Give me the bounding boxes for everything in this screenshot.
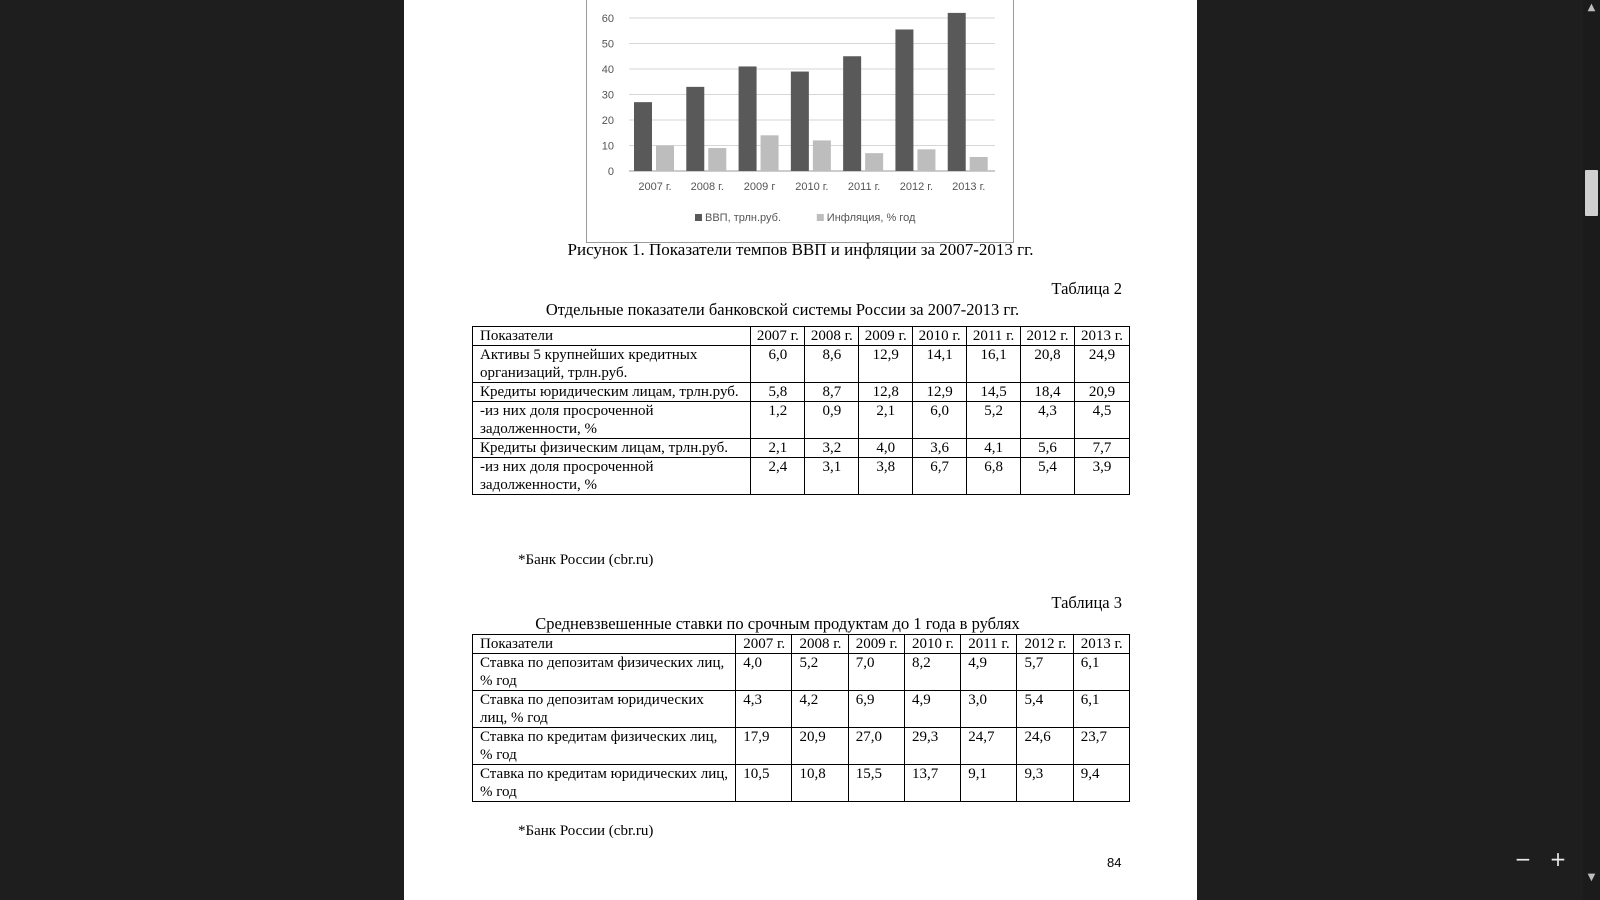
bar-gdp — [895, 29, 913, 171]
table-cell: 3,0 — [961, 691, 1017, 728]
bar-gdp — [686, 87, 704, 171]
table3-title: Средневзвешенные ставки по срочным продуктам до 1 года в рублях — [535, 614, 1020, 633]
table-cell: 13,7 — [904, 765, 960, 802]
y-tick-label: 40 — [601, 64, 614, 76]
table-cell: 0,9 — [805, 402, 859, 439]
table-cell: 6,8 — [967, 458, 1021, 495]
table-cell: 20,9 — [1074, 383, 1129, 402]
table-cell: 20,8 — [1021, 346, 1075, 383]
page-number: 84 — [1107, 855, 1122, 870]
table-cell: 6,0 — [751, 346, 805, 383]
table-cell: 6,7 — [913, 458, 967, 495]
table-cell: 2,1 — [751, 439, 805, 458]
table-cell: 23,7 — [1073, 728, 1129, 765]
bar-gdp — [739, 66, 757, 171]
table-cell: 9,3 — [1017, 765, 1073, 802]
legend-label: ВВП, трлн.руб. — [705, 212, 781, 224]
table-cell: 9,1 — [961, 765, 1017, 802]
zoom-in-button[interactable]: + — [1549, 847, 1567, 871]
header-cell-year: 2009 г. — [859, 327, 913, 346]
table-header-row — [473, 635, 1130, 654]
table-cell: 24,9 — [1074, 346, 1129, 383]
scroll-thumb[interactable] — [1585, 170, 1598, 216]
header-cell-year: 2013 г. — [1074, 327, 1129, 346]
table-row — [473, 458, 1130, 495]
table-cell: 12,8 — [859, 383, 913, 402]
row-label: Активы 5 крупнейших кредитных организаций, трлн.руб. — [473, 346, 751, 383]
table3-source: *Банк России (cbr.ru) — [518, 823, 654, 839]
table2-source: *Банк России (cbr.ru) — [518, 552, 654, 568]
table2-title: Отдельные показатели банковской системы России за 2007-2013 гг. — [545, 300, 1020, 319]
row-label: Кредиты юридическим лицам, трлн.руб. — [473, 383, 751, 402]
header-cell-year: 2012 г. — [1017, 635, 1073, 654]
table-cell: 4,9 — [904, 691, 960, 728]
table-cell: 24,7 — [961, 728, 1017, 765]
table-cell: 6,0 — [913, 402, 967, 439]
y-tick-label: 10 — [601, 140, 614, 153]
row-label: -из них доля просроченной задолженности, % — [473, 402, 751, 439]
x-tick-label: 2013 г. — [952, 181, 986, 193]
table-row — [473, 346, 1130, 383]
table-cell: 7,0 — [848, 654, 904, 691]
bar-gdp — [843, 56, 861, 171]
legend-label: Инфляция, % год — [826, 212, 916, 224]
document-page — [404, 0, 1197, 900]
table-cell: 5,4 — [1021, 458, 1075, 495]
header-cell-year: 2010 г. — [913, 327, 967, 346]
header-cell-year: 2008 г. — [805, 327, 859, 346]
row-label: -из них доля просроченной задолженности, % — [473, 458, 751, 495]
table-cell: 5,6 — [1021, 439, 1075, 458]
table-cell: 29,3 — [904, 728, 960, 765]
header-cell-label: Показатели — [473, 635, 736, 654]
table-cell: 15,5 — [848, 765, 904, 802]
table-cell: 12,9 — [913, 383, 967, 402]
header-cell-year: 2011 г. — [961, 635, 1017, 654]
table-cell: 4,0 — [859, 439, 913, 458]
table2-label: Таблица 2 — [1051, 279, 1122, 298]
header-cell-year: 2011 г. — [967, 327, 1021, 346]
table-cell: 20,9 — [792, 728, 848, 765]
bar-inflation — [761, 135, 779, 171]
vertical-scrollbar[interactable] — [1583, 0, 1600, 900]
table-row — [473, 654, 1130, 691]
scroll-up-arrow-icon[interactable]: ▲ — [1587, 2, 1596, 13]
row-label: Ставка по депозитам юридических лиц, % год — [473, 691, 736, 728]
table-cell: 7,7 — [1074, 439, 1129, 458]
header-cell-year: 2010 г. — [904, 635, 960, 654]
header-cell-year: 2007 г. — [736, 635, 792, 654]
table-row — [473, 765, 1130, 802]
table-cell: 3,8 — [859, 458, 913, 495]
bar-inflation — [970, 157, 988, 171]
table-cell: 5,4 — [1017, 691, 1073, 728]
bar-inflation — [656, 146, 674, 172]
table-cell: 9,4 — [1073, 765, 1129, 802]
row-label: Ставка по кредитам юридических лиц, % год — [473, 765, 736, 802]
header-cell-year: 2008 г. — [792, 635, 848, 654]
x-tick-label: 2010 г. — [795, 181, 829, 193]
header-cell-year: 2009 г. — [848, 635, 904, 654]
table-cell: 5,2 — [967, 402, 1021, 439]
bar-inflation — [708, 148, 726, 171]
chart-svg — [587, 0, 1015, 244]
bar-gdp — [948, 13, 966, 171]
table-cell: 17,9 — [736, 728, 792, 765]
table3-label: Таблица 3 — [1051, 593, 1122, 612]
table-cell: 8,7 — [805, 383, 859, 402]
table-cell: 14,5 — [967, 383, 1021, 402]
x-tick-label: 2007 г. — [638, 181, 672, 193]
header-cell-year: 2013 г. — [1073, 635, 1129, 654]
table-cell: 2,1 — [859, 402, 913, 439]
table-cell: 4,5 — [1074, 402, 1129, 439]
table-cell: 4,3 — [1021, 402, 1075, 439]
table-cell: 3,1 — [805, 458, 859, 495]
y-tick-label: 20 — [601, 115, 614, 127]
table-cell: 5,8 — [751, 383, 805, 402]
table-cell: 1,2 — [751, 402, 805, 439]
table-cell: 4,0 — [736, 654, 792, 691]
y-tick-label: 0 — [607, 166, 614, 178]
table-row — [473, 691, 1130, 728]
y-tick-label: 60 — [601, 13, 614, 25]
header-cell-label: Показатели — [473, 327, 751, 346]
y-tick-label: 50 — [601, 38, 614, 51]
table-cell: 2,4 — [751, 458, 805, 495]
x-tick-label: 2011 г. — [847, 181, 881, 193]
table-header-row — [473, 327, 1130, 346]
table-cell: 8,6 — [805, 346, 859, 383]
table-cell: 18,4 — [1021, 383, 1075, 402]
table-cell: 6,1 — [1073, 654, 1129, 691]
figure-caption: Рисунок 1. Показатели темпов ВВП и инфляции за 2007-2013 гг. — [567, 240, 1034, 259]
table-cell: 5,7 — [1017, 654, 1073, 691]
scroll-down-arrow-icon[interactable]: ▼ — [1587, 872, 1596, 883]
table-cell: 24,6 — [1017, 728, 1073, 765]
bar-inflation — [917, 149, 935, 171]
table-cell: 14,1 — [913, 346, 967, 383]
table-cell: 6,1 — [1073, 691, 1129, 728]
y-tick-label: 30 — [601, 89, 614, 102]
x-tick-label: 2009 г — [743, 181, 776, 193]
bar-gdp — [791, 72, 809, 171]
bar-gdp — [634, 102, 652, 171]
row-label: Ставка по кредитам физических лиц, % год — [473, 728, 736, 765]
gdp-inflation-chart — [586, 0, 1014, 243]
table-cell: 8,2 — [904, 654, 960, 691]
table-cell: 6,9 — [848, 691, 904, 728]
bar-inflation — [813, 140, 831, 171]
table-cell: 10,5 — [736, 765, 792, 802]
legend-swatch — [817, 214, 824, 221]
table-cell: 16,1 — [967, 346, 1021, 383]
table3 — [472, 634, 1130, 802]
header-cell-year: 2007 г. — [751, 327, 805, 346]
bar-inflation — [865, 153, 883, 171]
table-cell: 3,6 — [913, 439, 967, 458]
header-cell-year: 2012 г. — [1021, 327, 1075, 346]
table-cell: 5,2 — [792, 654, 848, 691]
x-tick-label: 2012 г. — [899, 181, 934, 193]
table-row — [473, 439, 1130, 458]
table-row — [473, 402, 1130, 439]
table2 — [472, 326, 1130, 495]
row-label: Ставка по депозитам физических лиц, % год — [473, 654, 736, 691]
table-cell: 4,3 — [736, 691, 792, 728]
legend-swatch — [695, 214, 702, 221]
zoom-out-button[interactable]: − — [1514, 847, 1532, 871]
table-cell: 4,1 — [967, 439, 1021, 458]
table-cell: 12,9 — [859, 346, 913, 383]
table-cell: 3,9 — [1074, 458, 1129, 495]
table-cell: 10,8 — [792, 765, 848, 802]
table-cell: 4,9 — [961, 654, 1017, 691]
table-row — [473, 728, 1130, 765]
table-cell: 27,0 — [848, 728, 904, 765]
x-tick-label: 2008 г. — [690, 181, 724, 193]
row-label: Кредиты физическим лицам, трлн.руб. — [473, 439, 751, 458]
table-row — [473, 383, 1130, 402]
table-cell: 3,2 — [805, 439, 859, 458]
table-cell: 4,2 — [792, 691, 848, 728]
